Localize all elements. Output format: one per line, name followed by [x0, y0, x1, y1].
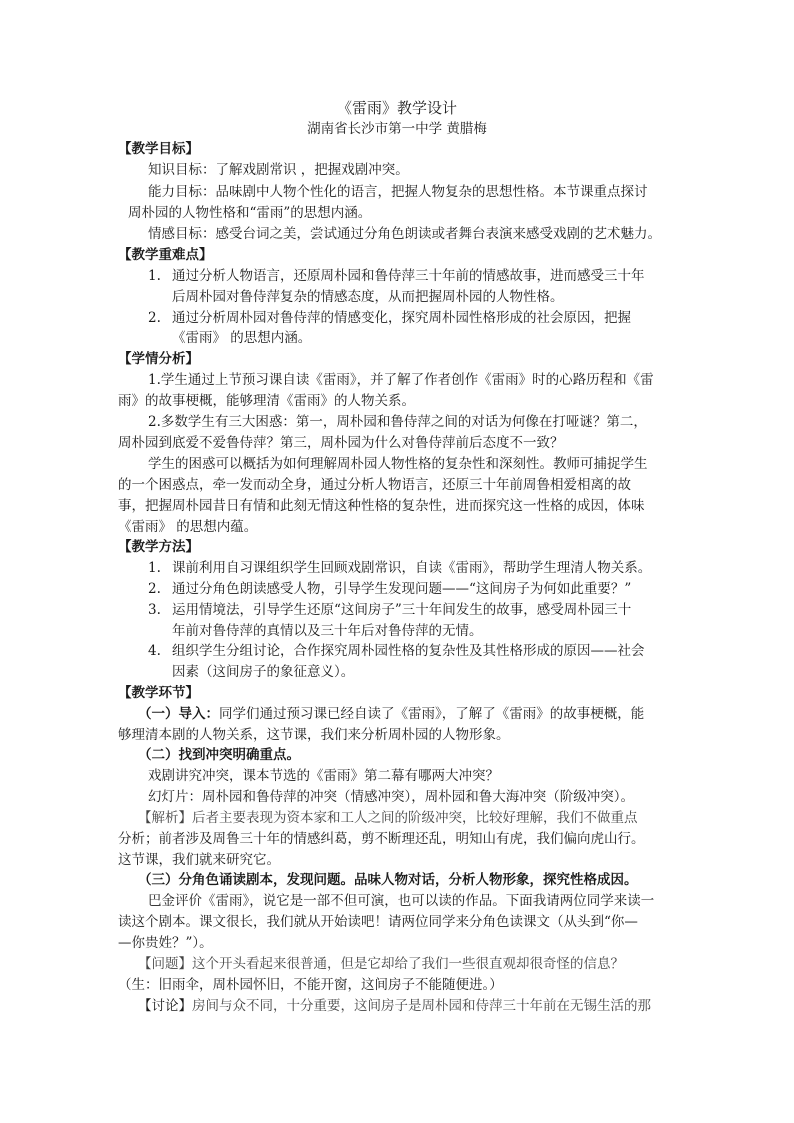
- key-point-text: 通过分析周朴园对鲁侍萍的情感变化，探究周朴园性格形成的社会原因，把握: [172, 310, 631, 326]
- step-two-note: [138, 808, 638, 828]
- method-text-cont: 因素（这间房子的象征意义）。: [172, 664, 355, 680]
- step-one-label: （一）导入：: [138, 706, 219, 722]
- question-answer: （生：旧雨伞，周朴园怀旧，不能开窗，这间房子不能随便进。）: [118, 977, 503, 993]
- key-point-text: 通过分析人物语言，还原周朴园和鲁侍萍三十年前的情感故事，进而感受三十年: [172, 268, 645, 284]
- method-text: 通过分角色朗读感受人物，引导学生发现问题——“这间房子为何如此重要？”: [172, 581, 632, 597]
- note-text: 后者主要表现为资本家和工人之间的阶级冲突，比较好理解，我们不做重点: [192, 810, 638, 826]
- analysis-paragraph: 的一个困惑点，牵一发而动全身，通过分析人物语言，还原三十年前周鲁相爱相离的故: [118, 477, 631, 493]
- step-three-text: —你贵姓？”）。: [118, 935, 213, 951]
- section-heading-objectives: 【教学目标】: [118, 141, 199, 157]
- step-one-text-cont: 够理清本剧的人物关系，这节课，我们来分析周朴园的人物形象。: [118, 727, 510, 743]
- step-two-slide: 幻灯片：周朴园和鲁侍萍的冲突（情感冲突），周朴园和鲁大海冲突（阶级冲突）。: [148, 789, 634, 805]
- step-three-text: 巴金评价《雷雨》，说它是一部不但可演，也可以读的作品。下面我请两位同学来读一: [148, 893, 655, 909]
- step-two-note-cont: 分析；前者涉及周鲁三十年的情感纠葛，剪不断理还乱，明知山有虎，我们偏向虎山行。: [118, 831, 645, 847]
- step-one: [138, 704, 644, 724]
- question-block: [138, 954, 624, 974]
- author-line: 湖南省长沙市第一中学 黄腊梅: [307, 121, 487, 137]
- key-point-number: 1.: [148, 268, 161, 284]
- method-text: 运用情境法，引导学生还原“这间房子”三十年间发生的故事，感受周朴园三十: [172, 602, 632, 618]
- method-number: 4.: [148, 643, 161, 659]
- section-heading-steps: 【教学环节】: [118, 685, 199, 701]
- key-point-item: [148, 308, 631, 328]
- objective-knowledge: 知识目标：了解戏剧常识 ，把握戏剧冲突。: [148, 162, 409, 178]
- question-tag: 【问题】: [138, 956, 192, 972]
- method-item: [148, 600, 631, 620]
- objective-ability-line2: 周朴园的人物性格和“雷雨”的思想内涵。: [128, 205, 372, 221]
- section-heading-key-points: 【教学重难点】: [118, 247, 213, 263]
- method-item: [148, 558, 651, 578]
- question-text: 这个开头看起来很普通，但是它却给了我们一些很直观却很奇怪的信息？: [192, 956, 624, 972]
- section-heading-methods: 【教学方法】: [118, 539, 199, 555]
- method-number: 3.: [148, 602, 161, 618]
- method-number: 1.: [148, 560, 161, 576]
- discussion-text: 房间与众不同，十分重要，这间房子是周朴园和侍萍三十年前在无锡生活的那: [192, 998, 651, 1014]
- step-one-text: 同学们通过预习课已经自读了《雷雨》，了解了《雷雨》的故事梗概，能: [219, 706, 645, 722]
- key-point-text-cont: 《雷雨》 的思想内涵。: [172, 330, 312, 346]
- objective-emotion: 情感目标：感受台词之美，尝试通过分角色朗读或者舞台表演来感受戏剧的艺术魅力。: [148, 226, 661, 242]
- step-two-label: （二）找到冲突明确重点。: [138, 747, 300, 763]
- discussion-block: [138, 996, 651, 1016]
- step-three-label: （三）分角色诵读剧本，发现问题。品味人物对话，分析人物形象，探究性格成因。: [138, 872, 638, 888]
- method-number: 2.: [148, 581, 161, 597]
- method-item: [148, 641, 645, 661]
- key-point-item: [148, 266, 645, 286]
- analysis-paragraph: 事，把握周朴园昔日有情和此刻无情这种性格的复杂性，进而探究这一性格的成因，体味: [118, 498, 645, 514]
- method-text: 组织学生分组讨论，合作探究周朴园性格的复杂性及其性格形成的原因——社会: [172, 643, 645, 659]
- document-title: 《雷雨》教学设计: [336, 99, 457, 117]
- analysis-paragraph: 1.学生通过上节预习课自读《雷雨》，并了解了作者创作《雷雨》时的心路历程和《雷: [148, 372, 654, 388]
- method-item: [148, 579, 631, 599]
- method-text-cont: 年前对鲁侍萍的真情以及三十年后对鲁侍萍的无情。: [172, 623, 483, 639]
- section-heading-analysis: 【学情分析】: [118, 351, 199, 367]
- step-two-note-cont: 这节课，我们就来研究它。: [118, 852, 280, 868]
- objective-ability-line1: 能力目标：品味剧中人物个性化的语言，把握人物复杂的思想性格。本节课重点探讨: [148, 184, 648, 200]
- step-two-question: 戏剧讲究冲突，课本节选的《雷雨》第二幕有哪两大冲突？: [148, 768, 499, 784]
- analysis-paragraph: 学生的困惑可以概括为如何理解周朴园人物性格的复杂性和深刻性。教师可捕捉学生: [148, 456, 648, 472]
- step-three-text: 读这个剧本。课文很长，我们就从开始读吧！请两位同学来分角色读课文（从头到“你—: [118, 914, 638, 930]
- discussion-tag: 【讨论】: [138, 998, 192, 1014]
- note-tag: 【解析】: [138, 810, 192, 826]
- key-point-text-cont: 后周朴园对鲁侍萍复杂的情感态度，从而把握周朴园的人物性格。: [172, 289, 564, 305]
- method-text: 课前利用自习课组织学生回顾戏剧常识，自读《雷雨》，帮助学生理清人物关系。: [172, 560, 652, 576]
- analysis-paragraph: 《雷雨》 的思想内蕴。: [118, 519, 258, 535]
- analysis-paragraph: 雨》的故事梗概，能够理清《雷雨》的人物关系。: [118, 393, 415, 409]
- key-point-number: 2.: [148, 310, 161, 326]
- analysis-paragraph: 2.多数学生有三大困惑：第一，周朴园和鲁侍萍之间的对话为何像在打哑谜？第二，: [148, 414, 647, 430]
- analysis-paragraph: 周朴园到底爱不爱鲁侍萍？第三，周朴园为什么对鲁侍萍前后态度不一致？: [118, 435, 564, 451]
